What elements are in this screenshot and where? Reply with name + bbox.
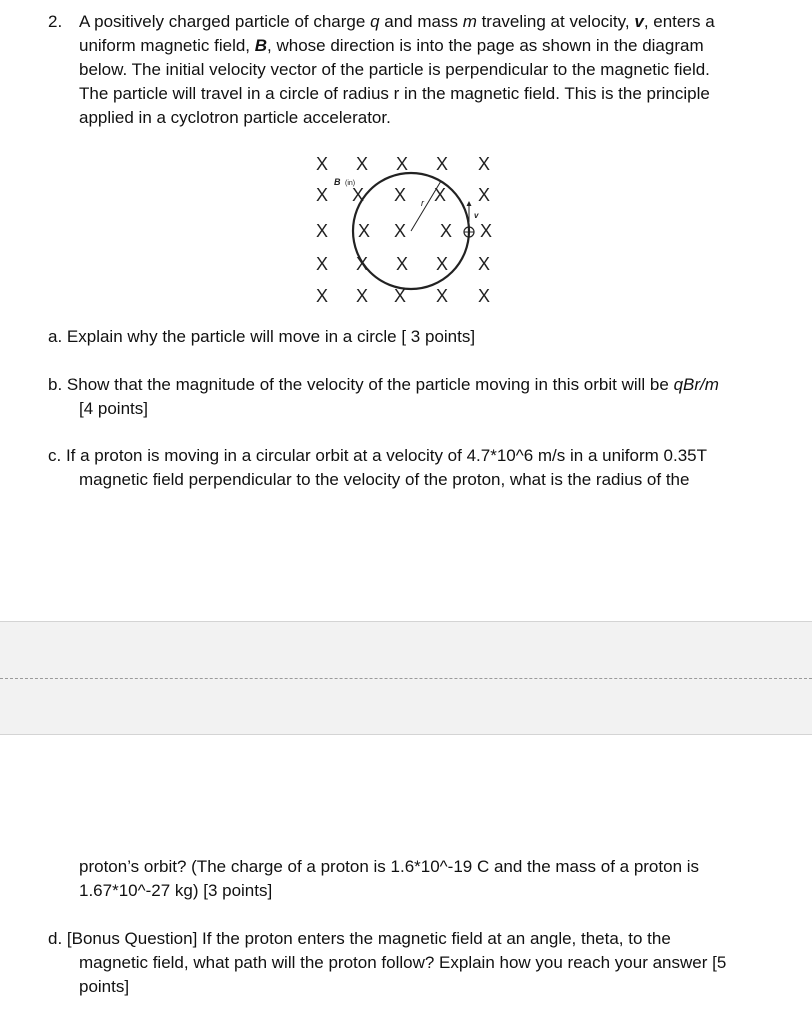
field-x-mark: X: [355, 254, 369, 274]
part-b: [48, 373, 788, 421]
field-x-mark: X: [393, 286, 407, 306]
page-break-dashed-line: [0, 678, 812, 679]
velocity-arrow-head: [467, 201, 472, 206]
question-intro: [79, 10, 791, 130]
field-x-mark: X: [439, 221, 453, 241]
part-d-line-1: d. [Bonus Question] If the proton enters the magnetic field at an angle, theta, to the: [48, 929, 671, 948]
part-c-line-3: proton’s orbit? (The charge of a proton is 1.6*10^-19 C and the mass of a proton is: [79, 857, 700, 876]
radius-line: [411, 181, 441, 231]
field-x-mark: X: [393, 221, 407, 241]
part-d-line-2: magnetic field, what path will the proton follow? Explain how you reach your answer [5: [79, 953, 727, 972]
page-break: [0, 621, 812, 735]
field-x-mark: X: [477, 185, 491, 205]
intro-line-1: A positively charged particle of charge q and mass m traveling at velocity, v, enters a: [79, 12, 715, 31]
diagram-svg: [300, 148, 510, 308]
part-b-line-2: [4 points]: [79, 399, 148, 418]
part-d-line-3: points]: [79, 977, 130, 996]
field-x-mark: X: [315, 286, 329, 306]
part-c-continued: [79, 855, 812, 903]
velocity-label: v: [474, 211, 479, 220]
field-x-mark: X: [315, 254, 329, 274]
intro-line-4: The particle will travel in a circle of radius r in the magnetic field. This is the principle: [79, 84, 710, 103]
intro-line-2: uniform magnetic field, B, whose direction is into the page as shown in the diagram: [79, 36, 704, 55]
part-a: [48, 325, 788, 349]
field-x-mark: X: [315, 185, 329, 205]
part-b-line-1: b. Show that the magnitude of the velocity of the particle moving in this orbit will be qBr/m: [48, 375, 719, 394]
field-x-mark: X: [477, 286, 491, 306]
question-number: 2.: [48, 12, 63, 31]
field-x-mark: X: [435, 154, 449, 174]
part-b-formula: qBr/m: [673, 375, 719, 394]
field-x-mark: X: [355, 154, 369, 174]
field-x-mark: X: [355, 286, 369, 306]
field-x-mark: X: [395, 154, 409, 174]
part-c-line-1: c. If a proton is moving in a circular orbit at a velocity of 4.7*10^6 m/s in a uniform 0.35T: [48, 446, 707, 465]
field-x-mark: X: [395, 254, 409, 274]
field-label: B (in): [334, 177, 356, 187]
field-x-mark: X: [393, 185, 407, 205]
part-a-text: a. Explain why the particle will move in a circle [ 3 points]: [48, 327, 476, 346]
field-x-mark: X: [351, 185, 365, 205]
field-x-mark: X: [433, 185, 447, 205]
field-x-mark: X: [479, 221, 493, 241]
intro-line-3: below. The initial velocity vector of the particle is perpendicular to the magnetic field.: [79, 60, 710, 79]
field-x-mark: X: [315, 221, 329, 241]
radius-label: r: [421, 198, 424, 208]
intro-line-5: applied in a cyclotron particle accelerator.: [79, 108, 391, 127]
part-d: [48, 927, 788, 999]
magnetic-field-diagram: [300, 148, 510, 308]
field-x-mark: X: [435, 254, 449, 274]
part-c-line-2: magnetic field perpendicular to the velocity of the proton, what is the radius of the: [79, 470, 690, 489]
part-c-line-4: 1.67*10^-27 kg) [3 points]: [79, 881, 273, 900]
field-x-mark: X: [477, 254, 491, 274]
field-x-mark: X: [477, 154, 491, 174]
field-x-mark: X: [435, 286, 449, 306]
part-c-top: [48, 444, 788, 492]
field-x-mark: X: [357, 221, 371, 241]
field-x-mark: X: [315, 154, 329, 174]
